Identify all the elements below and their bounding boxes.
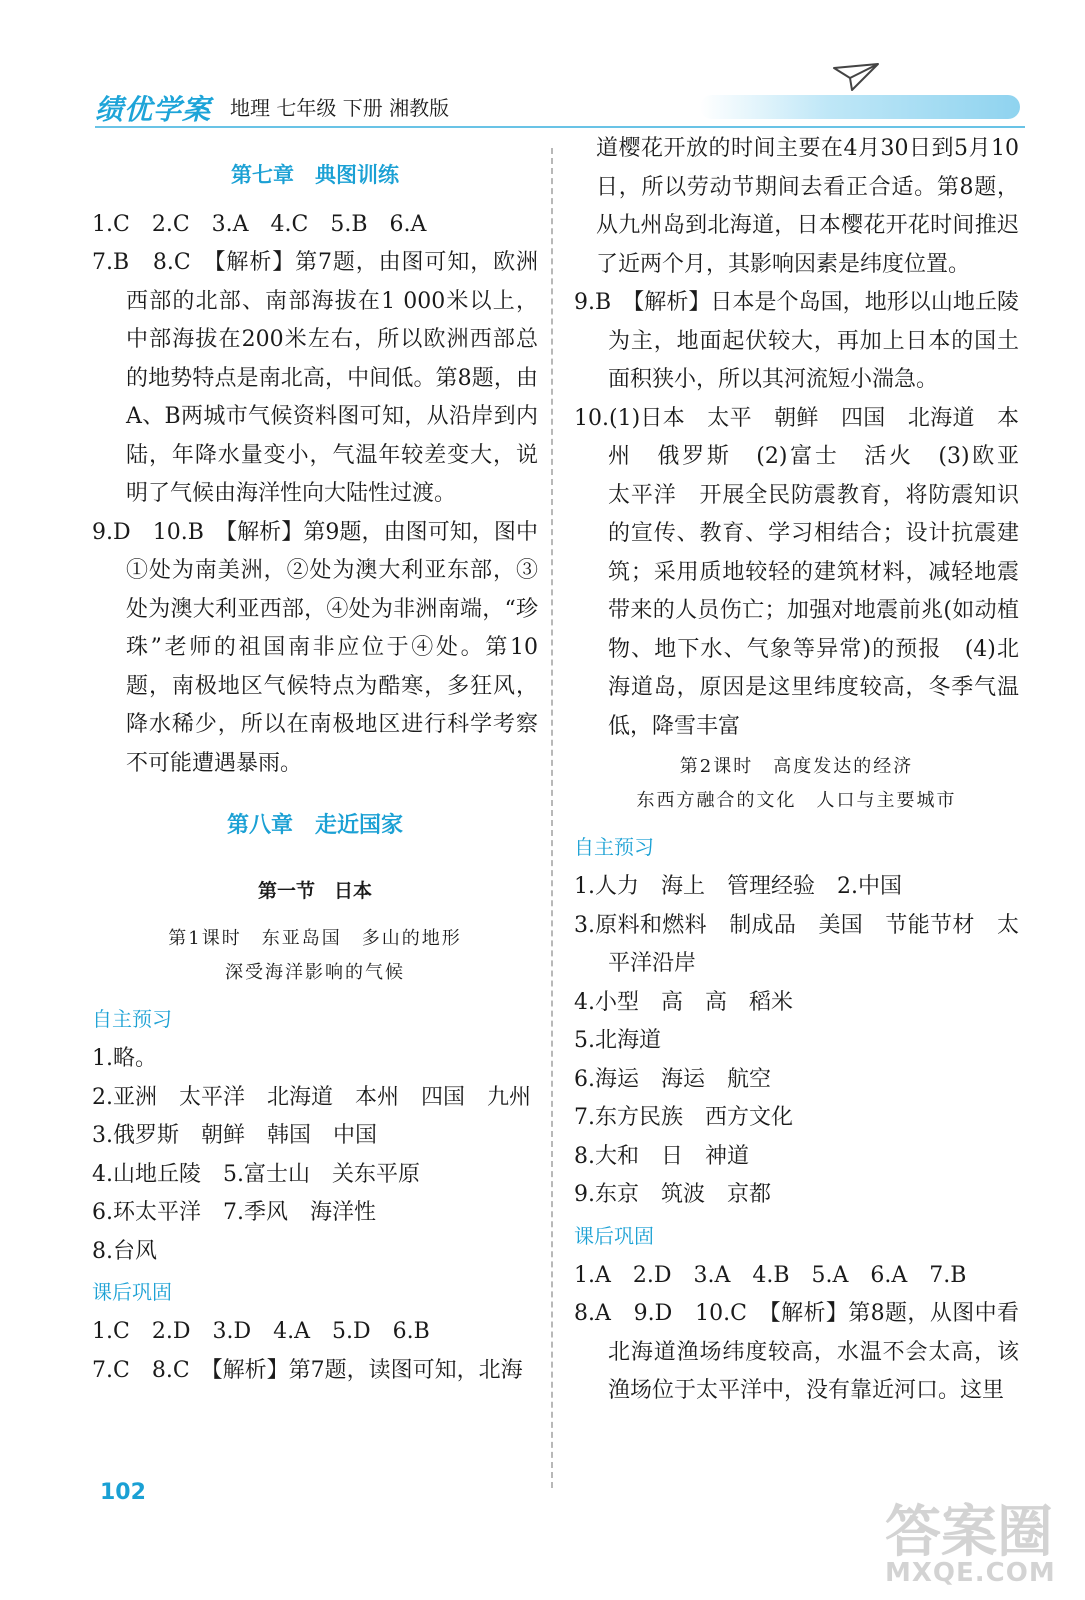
lesson-title-line: 第1课时 东亚岛国 多山的地形 — [168, 928, 462, 949]
lesson-title-line: 第2课时 高度发达的经济 — [679, 756, 914, 777]
watermark-logo — [885, 1488, 1070, 1596]
page-number: 102 — [100, 1480, 146, 1505]
brand-logo: 绩优学案 — [95, 93, 212, 126]
section-title: 第一节 日本 — [257, 879, 372, 902]
column-divider — [551, 148, 553, 1488]
chapter8-title: 第八章 走近国家 — [226, 813, 403, 838]
answer-line: 6.海运 海运 航空 — [574, 1066, 771, 1092]
lesson-title — [574, 750, 1019, 818]
answer-line: 7.东方民族 西方文化 — [574, 1105, 793, 1130]
continued-paragraph: 道樱花开放的时间主要在4月30日到5月10日，所以劳动节期间去看正合适。第8题，从九州岛到北海道，日本樱花开花时间推迟了近两个月，其影响因素是纬度位置。 — [596, 136, 1019, 277]
answer-line: 4.山地丘陵 5.富士山 关东平原 — [92, 1161, 420, 1187]
book-subtitle: 地理 七年级 下册 湘教版 — [230, 96, 450, 120]
answer-line: 4.小型 高 高 稻米 — [574, 989, 793, 1015]
header-decor-band — [700, 95, 1020, 119]
answer-paragraph: 7.B 8.C 【解析】第7题，由图可知，欧洲西部的北部、南部海拔在1 000米以上，中部海拔在200米左右，所以欧洲西部总的地势特点是南北高，中间低。第8题，由A、B两城市气候资料图可知，从沿岸到内陆，年降水量变小，气温年较差变大，说明了气候由海洋性向大陆性过渡。 — [92, 250, 538, 506]
answer-line: 1.人力 海上 管理经验 2.中国 — [574, 874, 902, 899]
watermark-main-text: 答案圈 — [885, 1500, 1053, 1565]
answer-line: 8.大和 日 神道 — [574, 1143, 749, 1169]
answer-line: 1.C 2.D 3.D 4.A 5.D 6.B — [92, 1319, 430, 1344]
answer-line: 1.C 2.C 3.A 4.C 5.B 6.A — [92, 211, 427, 237]
answer-line: 3.原料和燃料 制成品 美国 节能节材 太平洋沿岸 — [574, 912, 1019, 976]
answer-line: 1.A 2.D 3.A 4.B 5.A 6.A 7.B — [574, 1262, 967, 1288]
answer-paragraph: 9.B 【解析】日本是个岛国，地形以山地丘陵为主，地面起伏较大，再加上日本的国土面积狭小，所以其河流短小湍急。 — [574, 290, 1019, 392]
paper-plane-icon — [832, 62, 880, 94]
watermark-sub-text: MXQE.COM — [885, 1558, 1056, 1588]
page-header — [0, 0, 1085, 140]
lesson-title — [92, 922, 538, 990]
chapter7-title: 第七章 典图训练 — [231, 163, 399, 187]
answer-paragraph: 8.A 9.D 10.C 【解析】第8题，从图中看北海道渔场纬度较高，水温不会太高，该渔场位于太平洋中，没有靠近河口。这里 — [574, 1301, 1019, 1403]
header-rule — [95, 126, 1025, 128]
lesson-title-line: 东西方融合的文化 人口与主要城市 — [636, 790, 957, 811]
left-column — [92, 156, 538, 1390]
preview-label: 自主预习 — [574, 835, 654, 859]
answer-line: 3.俄罗斯 朝鲜 韩国 中国 — [92, 1123, 377, 1148]
review-label: 课后巩固 — [574, 1223, 654, 1248]
answer-paragraph: 10.(1)日本 太平 朝鲜 四国 北海道 本州 俄罗斯 (2)富士 活火 (3)欧亚 太平洋 开展全民防震教育，将防震知识的宣传、教育、学习相结合；设计抗震建筑；采用质地较轻的建筑材料，减轻地震带来的人员伤亡；加强对地震前兆(如动植物、地下水、气象等异常)的预报 (4)北海道岛，原因是这里纬度较高，冬季气温低，降雪丰富 — [574, 405, 1042, 739]
answer-line: 8.台风 — [92, 1238, 157, 1264]
lesson-title-line: 深受海洋影响的气候 — [225, 962, 405, 983]
answer-line: 6.环太平洋 7.季风 海洋性 — [92, 1200, 376, 1225]
answer-line: 5.北海道 — [574, 1028, 661, 1053]
right-column — [574, 130, 1042, 1411]
answer-line: 9.东京 筑波 京都 — [574, 1182, 771, 1207]
review-label: 课后巩固 — [92, 1280, 172, 1304]
answer-line: 1.略。 — [92, 1046, 157, 1071]
answer-line: 2.亚洲 太平洋 北海道 本州 四国 九州 — [92, 1084, 531, 1110]
answer-line: 7.C 8.C 【解析】第7题，读图可知，北海 — [92, 1357, 523, 1383]
preview-label: 自主预习 — [92, 1007, 172, 1031]
answer-paragraph: 9.D 10.B 【解析】第9题，由图可知，图中①处为南美洲，②处为澳大利亚东部，③处为澳大利亚西部，④处为非洲南端，“珍珠”老师的祖国南非应位于④处。第10题，南极地区气候特点为酷寒，多狂风，降水稀少，所以在南极地区进行科学考察不可能遭遇暴雨。 — [92, 519, 538, 776]
